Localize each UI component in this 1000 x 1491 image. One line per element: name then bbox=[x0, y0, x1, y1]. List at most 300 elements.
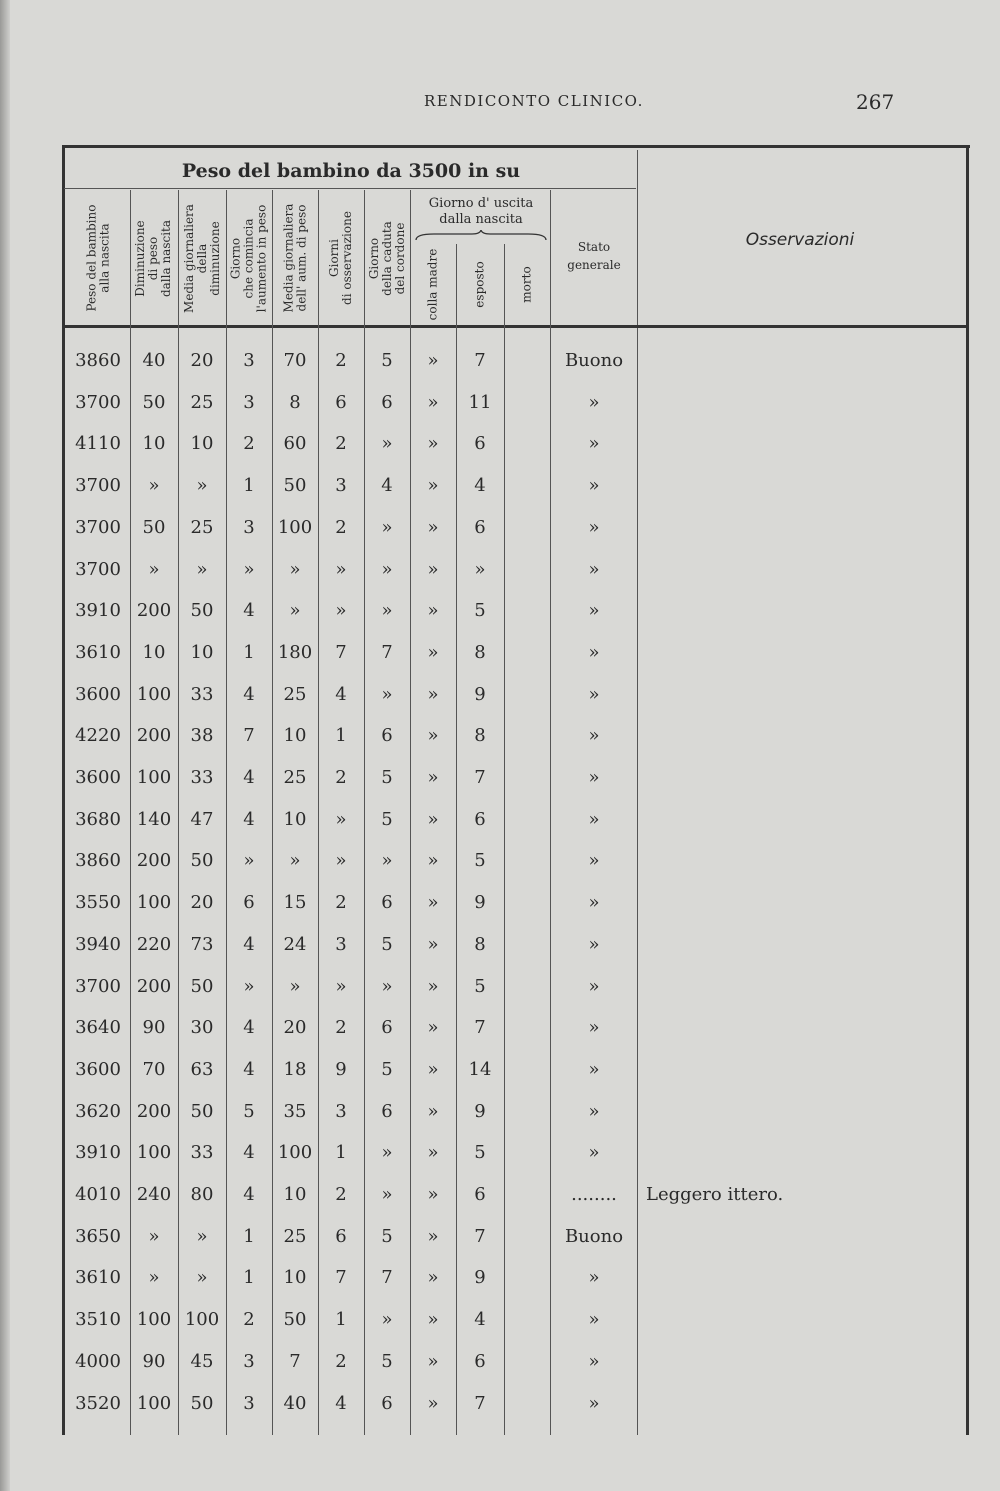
table-cell: » bbox=[335, 850, 347, 871]
table-cell: » bbox=[427, 1267, 439, 1288]
col-header-colla-madre: colla madre bbox=[425, 248, 440, 320]
table-cell: 2 bbox=[335, 1351, 347, 1372]
table-cell: 3520 bbox=[75, 1393, 121, 1414]
table-cell: 33 bbox=[190, 1142, 214, 1163]
table-cell: 200 bbox=[136, 1101, 172, 1122]
table-cell: 5 bbox=[381, 1351, 393, 1372]
table-cell bbox=[504, 1138, 550, 1168]
table-cell: » bbox=[588, 433, 600, 454]
col-header-morto: morto bbox=[519, 265, 534, 303]
table-cell: » bbox=[588, 392, 600, 413]
table-cell: 80 bbox=[190, 1184, 214, 1205]
table-cell: 11 bbox=[468, 392, 492, 413]
table-cell bbox=[504, 471, 550, 501]
table-cell: » bbox=[427, 350, 439, 371]
col-header-uscita-group: Giorno d' uscita dalla nascita bbox=[428, 196, 534, 227]
table-cell: 6 bbox=[381, 392, 393, 413]
col-divider bbox=[456, 244, 457, 1435]
table-cell: 47 bbox=[190, 809, 214, 830]
table-cell: 6 bbox=[474, 517, 486, 538]
table-cell: 5 bbox=[381, 934, 393, 955]
col-header-media-aumento: Media giornaliera dell' aum. di peso bbox=[281, 203, 309, 313]
table-cell: ........ bbox=[571, 1184, 617, 1205]
table-cell: » bbox=[196, 559, 208, 580]
table-cell bbox=[646, 846, 946, 876]
table-cell: » bbox=[148, 1226, 160, 1247]
brace-icon bbox=[414, 230, 548, 242]
table-cell: 200 bbox=[136, 976, 172, 997]
table-cell: » bbox=[335, 559, 347, 580]
table-cell bbox=[504, 346, 550, 376]
table-cell bbox=[646, 805, 946, 835]
table-cell: 5 bbox=[381, 767, 393, 788]
table-cell: 4 bbox=[243, 1059, 255, 1080]
table-cell: 45 bbox=[190, 1351, 214, 1372]
table-title: Peso del bambino da 3500 in su bbox=[181, 160, 521, 182]
table-cell: » bbox=[196, 475, 208, 496]
table-cell: » bbox=[196, 1226, 208, 1247]
page-edge bbox=[0, 0, 10, 1491]
table-cell: 20 bbox=[190, 350, 214, 371]
table-cell bbox=[504, 888, 550, 918]
table-cell: 5 bbox=[474, 600, 486, 621]
table-cell: » bbox=[588, 767, 600, 788]
table-cell: 2 bbox=[243, 433, 255, 454]
table-cell: 2 bbox=[335, 767, 347, 788]
table-cell bbox=[646, 1263, 946, 1293]
table-cell: 100 bbox=[277, 1142, 313, 1163]
table-cell: 50 bbox=[190, 1393, 214, 1414]
table-cell: » bbox=[381, 433, 393, 454]
observations-divider bbox=[637, 150, 638, 1435]
table-cell bbox=[504, 638, 550, 668]
table-cell: 2 bbox=[335, 433, 347, 454]
table-cell: » bbox=[381, 1184, 393, 1205]
col-header-giorni-osservazione: Giorni di osservazione bbox=[327, 211, 354, 305]
table-cell: 4 bbox=[243, 1142, 255, 1163]
table-cell: » bbox=[289, 976, 301, 997]
table-cell: » bbox=[588, 475, 600, 496]
table-cell: » bbox=[588, 892, 600, 913]
table-cell: 3700 bbox=[75, 517, 121, 538]
table-cell: 100 bbox=[136, 1309, 172, 1330]
table-cell: » bbox=[427, 850, 439, 871]
col-header-osservazioni: Osservazioni bbox=[745, 230, 855, 250]
table-cell: 3 bbox=[335, 475, 347, 496]
table-cell bbox=[646, 1222, 946, 1252]
table-cell: » bbox=[427, 684, 439, 705]
table-cell: 9 bbox=[335, 1059, 347, 1080]
table-cell bbox=[504, 1013, 550, 1043]
table-cell: 7 bbox=[335, 1267, 347, 1288]
table-cell bbox=[504, 930, 550, 960]
table-cell: 1 bbox=[243, 1267, 255, 1288]
table-cell: 7 bbox=[243, 725, 255, 746]
table-cell: 4 bbox=[243, 1184, 255, 1205]
table-cell: » bbox=[588, 725, 600, 746]
table-cell: 100 bbox=[136, 767, 172, 788]
table-cell: » bbox=[148, 559, 160, 580]
table-cell: 3680 bbox=[75, 809, 121, 830]
table-cell: 7 bbox=[474, 1393, 486, 1414]
table-cell: 6 bbox=[381, 1101, 393, 1122]
table-cell: » bbox=[427, 1351, 439, 1372]
table-cell: 4 bbox=[335, 1393, 347, 1414]
table-cell: » bbox=[588, 684, 600, 705]
table-cell: » bbox=[427, 892, 439, 913]
table-cell: » bbox=[588, 976, 600, 997]
table-cell: 200 bbox=[136, 850, 172, 871]
table-cell: 9 bbox=[474, 1267, 486, 1288]
table-cell: » bbox=[427, 1393, 439, 1414]
table-cell: 3 bbox=[243, 350, 255, 371]
table-cell: 8 bbox=[289, 392, 301, 413]
table-cell: » bbox=[427, 1309, 439, 1330]
table-cell: » bbox=[427, 559, 439, 580]
table-cell: 1 bbox=[243, 475, 255, 496]
table-cell: 25 bbox=[190, 392, 214, 413]
table-cell: 5 bbox=[381, 1226, 393, 1247]
table-cell: 10 bbox=[283, 1184, 307, 1205]
table-cell: 25 bbox=[283, 767, 307, 788]
table-cell: » bbox=[427, 767, 439, 788]
table-left-rule bbox=[62, 145, 65, 1435]
table-cell: 180 bbox=[277, 642, 313, 663]
table-cell bbox=[646, 513, 946, 543]
table-cell: 5 bbox=[381, 809, 393, 830]
table-cell: 3600 bbox=[75, 767, 121, 788]
table-cell: » bbox=[427, 725, 439, 746]
table-cell: » bbox=[427, 809, 439, 830]
col-header-media-diminuzione: Media giornaliera della diminuzione bbox=[181, 203, 222, 313]
table-cell: 4220 bbox=[75, 725, 121, 746]
table-cell bbox=[646, 596, 946, 626]
table-cell: 40 bbox=[283, 1393, 307, 1414]
table-cell: » bbox=[427, 475, 439, 496]
table-cell: » bbox=[381, 600, 393, 621]
table-cell: 50 bbox=[190, 850, 214, 871]
table-cell: » bbox=[427, 934, 439, 955]
table-cell: 20 bbox=[283, 1017, 307, 1038]
table-cell: 4 bbox=[243, 1017, 255, 1038]
table-cell: 3610 bbox=[75, 1267, 121, 1288]
table-cell: 18 bbox=[283, 1059, 307, 1080]
table-cell: 6 bbox=[474, 433, 486, 454]
table-cell: » bbox=[427, 392, 439, 413]
table-cell: » bbox=[427, 976, 439, 997]
table-cell: » bbox=[588, 600, 600, 621]
table-cell bbox=[646, 888, 946, 918]
table-cell: 7 bbox=[474, 767, 486, 788]
table-cell: 100 bbox=[136, 892, 172, 913]
table-cell: Buono bbox=[564, 350, 624, 371]
table-cell bbox=[504, 429, 550, 459]
table-cell: » bbox=[588, 642, 600, 663]
table-cell bbox=[504, 388, 550, 418]
table-cell bbox=[646, 1138, 946, 1168]
table-cell: 9 bbox=[474, 1101, 486, 1122]
table-cell: 4 bbox=[243, 600, 255, 621]
table-cell: 7 bbox=[289, 1351, 301, 1372]
table-cell: 50 bbox=[283, 475, 307, 496]
table-cell: » bbox=[588, 1351, 600, 1372]
table-cell: » bbox=[588, 1309, 600, 1330]
table-cell: 100 bbox=[136, 1393, 172, 1414]
table-cell: 10 bbox=[190, 433, 214, 454]
table-cell: 2 bbox=[335, 1017, 347, 1038]
table-cell: Buono bbox=[564, 1226, 624, 1247]
table-cell: 10 bbox=[142, 642, 166, 663]
table-cell bbox=[504, 1305, 550, 1335]
table-cell: 4 bbox=[474, 475, 486, 496]
table-top-rule bbox=[62, 145, 970, 148]
table-cell: 3510 bbox=[75, 1309, 121, 1330]
table-cell bbox=[504, 513, 550, 543]
table-cell: » bbox=[335, 809, 347, 830]
table-cell: » bbox=[148, 475, 160, 496]
table-cell: » bbox=[381, 684, 393, 705]
table-cell: » bbox=[588, 850, 600, 871]
table-cell: » bbox=[474, 559, 486, 580]
table-cell: » bbox=[148, 1267, 160, 1288]
table-cell: 6 bbox=[335, 392, 347, 413]
table-cell: » bbox=[289, 850, 301, 871]
table-right-rule bbox=[966, 145, 969, 1435]
table-cell: 2 bbox=[335, 517, 347, 538]
table-cell: 20 bbox=[190, 892, 214, 913]
table-cell: » bbox=[381, 1309, 393, 1330]
table-cell: 1 bbox=[243, 1226, 255, 1247]
table-cell: 9 bbox=[474, 892, 486, 913]
table-cell: 2 bbox=[335, 1184, 347, 1205]
col-divider bbox=[504, 244, 505, 1435]
table-cell bbox=[504, 805, 550, 835]
table-cell: » bbox=[335, 976, 347, 997]
table-cell: » bbox=[588, 1017, 600, 1038]
table-cell bbox=[646, 1055, 946, 1085]
table-cell: 7 bbox=[474, 1226, 486, 1247]
table-cell: » bbox=[588, 1059, 600, 1080]
table-cell: 63 bbox=[190, 1059, 214, 1080]
table-cell bbox=[646, 763, 946, 793]
table-cell: 5 bbox=[381, 350, 393, 371]
title-underline bbox=[64, 188, 636, 189]
table-cell: 2 bbox=[335, 350, 347, 371]
table-cell: 5 bbox=[243, 1101, 255, 1122]
table-cell: 4 bbox=[243, 934, 255, 955]
table-cell: 6 bbox=[474, 1351, 486, 1372]
table-cell: 10 bbox=[283, 725, 307, 746]
table-cell: » bbox=[588, 934, 600, 955]
col-header-cordone: Giorno della caduta del cordone bbox=[366, 220, 407, 296]
table-cell bbox=[646, 1097, 946, 1127]
table-cell: » bbox=[588, 1393, 600, 1414]
table-cell: 4 bbox=[243, 809, 255, 830]
table-cell: 6 bbox=[335, 1226, 347, 1247]
table-cell: 4 bbox=[243, 684, 255, 705]
table-cell: 4 bbox=[243, 767, 255, 788]
table-cell: » bbox=[381, 1142, 393, 1163]
table-cell: » bbox=[427, 1184, 439, 1205]
table-cell: 4 bbox=[474, 1309, 486, 1330]
table-cell bbox=[646, 1389, 946, 1419]
table-cell: 1 bbox=[243, 642, 255, 663]
table-cell: » bbox=[243, 559, 255, 580]
table-cell: » bbox=[427, 1017, 439, 1038]
table-cell bbox=[646, 388, 946, 418]
table-cell: 6 bbox=[381, 1393, 393, 1414]
table-cell: 140 bbox=[136, 809, 172, 830]
table-cell: » bbox=[588, 1101, 600, 1122]
table-cell: 7 bbox=[335, 642, 347, 663]
table-cell bbox=[646, 346, 946, 376]
table-cell: 7 bbox=[381, 1267, 393, 1288]
table-cell: » bbox=[243, 976, 255, 997]
col-header-giorno-aumento: Giorno che comincia l'aumento in peso bbox=[228, 204, 269, 312]
table-cell: 3550 bbox=[75, 892, 121, 913]
table-cell: » bbox=[381, 559, 393, 580]
table-cell bbox=[504, 596, 550, 626]
table-cell: 10 bbox=[190, 642, 214, 663]
table-cell bbox=[646, 1013, 946, 1043]
table-cell: 1 bbox=[335, 1309, 347, 1330]
table-cell: 3700 bbox=[75, 976, 121, 997]
table-cell: 50 bbox=[190, 1101, 214, 1122]
table-cell: 8 bbox=[474, 934, 486, 955]
table-cell: 3600 bbox=[75, 684, 121, 705]
table-cell: 2 bbox=[335, 892, 347, 913]
table-cell bbox=[504, 763, 550, 793]
table-cell: 7 bbox=[474, 1017, 486, 1038]
table-cell: » bbox=[427, 517, 439, 538]
table-cell: 6 bbox=[474, 809, 486, 830]
running-head: RENDICONTO CLINICO. bbox=[424, 92, 644, 110]
table-cell: 50 bbox=[142, 392, 166, 413]
table-cell: 4110 bbox=[75, 433, 121, 454]
table-cell: Leggero ittero. bbox=[646, 1184, 784, 1205]
table-cell: 3610 bbox=[75, 642, 121, 663]
table-cell bbox=[504, 1263, 550, 1293]
table-cell: 10 bbox=[283, 809, 307, 830]
table-cell bbox=[504, 1055, 550, 1085]
table-cell bbox=[504, 721, 550, 751]
table-cell: » bbox=[381, 850, 393, 871]
table-cell bbox=[504, 1347, 550, 1377]
table-cell: 5 bbox=[474, 976, 486, 997]
table-cell: 24 bbox=[283, 934, 307, 955]
table-cell bbox=[504, 555, 550, 585]
table-cell: » bbox=[588, 559, 600, 580]
table-cell: » bbox=[289, 559, 301, 580]
table-cell: » bbox=[427, 1101, 439, 1122]
table-cell bbox=[646, 680, 946, 710]
table-cell: 6 bbox=[243, 892, 255, 913]
table-cell: 9 bbox=[474, 684, 486, 705]
table-cell: » bbox=[588, 1142, 600, 1163]
table-cell bbox=[646, 930, 946, 960]
table-cell bbox=[504, 1389, 550, 1419]
table-cell bbox=[646, 1347, 946, 1377]
table-cell: 25 bbox=[190, 517, 214, 538]
table-cell: 3640 bbox=[75, 1017, 121, 1038]
table-cell: » bbox=[335, 600, 347, 621]
table-cell: 70 bbox=[142, 1059, 166, 1080]
table-cell: 25 bbox=[283, 684, 307, 705]
table-cell: 200 bbox=[136, 725, 172, 746]
table-cell bbox=[504, 1097, 550, 1127]
table-cell: 3700 bbox=[75, 392, 121, 413]
table-cell bbox=[504, 972, 550, 1002]
table-cell bbox=[504, 680, 550, 710]
table-cell: 70 bbox=[283, 350, 307, 371]
table-cell: 33 bbox=[190, 684, 214, 705]
table-cell: » bbox=[427, 1226, 439, 1247]
table-cell: 4 bbox=[381, 475, 393, 496]
table-cell: 3 bbox=[243, 392, 255, 413]
table-cell: 100 bbox=[136, 1142, 172, 1163]
table-cell: 10 bbox=[142, 433, 166, 454]
table-cell: 6 bbox=[474, 1184, 486, 1205]
table-cell: 8 bbox=[474, 725, 486, 746]
table-cell bbox=[646, 638, 946, 668]
table-cell: 3620 bbox=[75, 1101, 121, 1122]
table-cell: 6 bbox=[381, 892, 393, 913]
table-cell: 6 bbox=[381, 1017, 393, 1038]
table-cell bbox=[504, 1180, 550, 1210]
table-cell: » bbox=[588, 1267, 600, 1288]
table-cell bbox=[646, 555, 946, 585]
table-cell bbox=[646, 1305, 946, 1335]
table-cell: 5 bbox=[474, 1142, 486, 1163]
table-cell: 90 bbox=[142, 1017, 166, 1038]
table-cell bbox=[646, 429, 946, 459]
table-cell: 100 bbox=[136, 684, 172, 705]
table-cell: 7 bbox=[474, 350, 486, 371]
table-cell: 40 bbox=[142, 350, 166, 371]
table-cell: 3650 bbox=[75, 1226, 121, 1247]
table-cell: 1 bbox=[335, 725, 347, 746]
table-cell: 4010 bbox=[75, 1184, 121, 1205]
table-cell: » bbox=[289, 600, 301, 621]
header-bottom-rule bbox=[64, 325, 966, 328]
table-cell: 3 bbox=[243, 1393, 255, 1414]
table-cell: 35 bbox=[283, 1101, 307, 1122]
table-cell: 33 bbox=[190, 767, 214, 788]
table-cell: 200 bbox=[136, 600, 172, 621]
table-cell: 90 bbox=[142, 1351, 166, 1372]
col-header-diminuzione: Diminuzione di peso dalla nascita bbox=[133, 219, 174, 297]
table-cell: 30 bbox=[190, 1017, 214, 1038]
table-cell bbox=[504, 846, 550, 876]
table-cell: 10 bbox=[283, 1267, 307, 1288]
table-cell: 5 bbox=[474, 850, 486, 871]
table-cell: 2 bbox=[243, 1309, 255, 1330]
table-cell: 5 bbox=[381, 1059, 393, 1080]
table-cell: 6 bbox=[381, 725, 393, 746]
table-cell: 4000 bbox=[75, 1351, 121, 1372]
table-cell: 100 bbox=[277, 517, 313, 538]
table-cell: 3940 bbox=[75, 934, 121, 955]
col-header-esposto: esposto bbox=[472, 260, 487, 308]
table-cell: 50 bbox=[283, 1309, 307, 1330]
table-cell: 3910 bbox=[75, 600, 121, 621]
table-cell: 38 bbox=[190, 725, 214, 746]
table-cell: » bbox=[196, 1267, 208, 1288]
table-cell: 50 bbox=[142, 517, 166, 538]
table-cell: 7 bbox=[381, 642, 393, 663]
col-divider bbox=[550, 190, 551, 1435]
table-cell: » bbox=[588, 809, 600, 830]
